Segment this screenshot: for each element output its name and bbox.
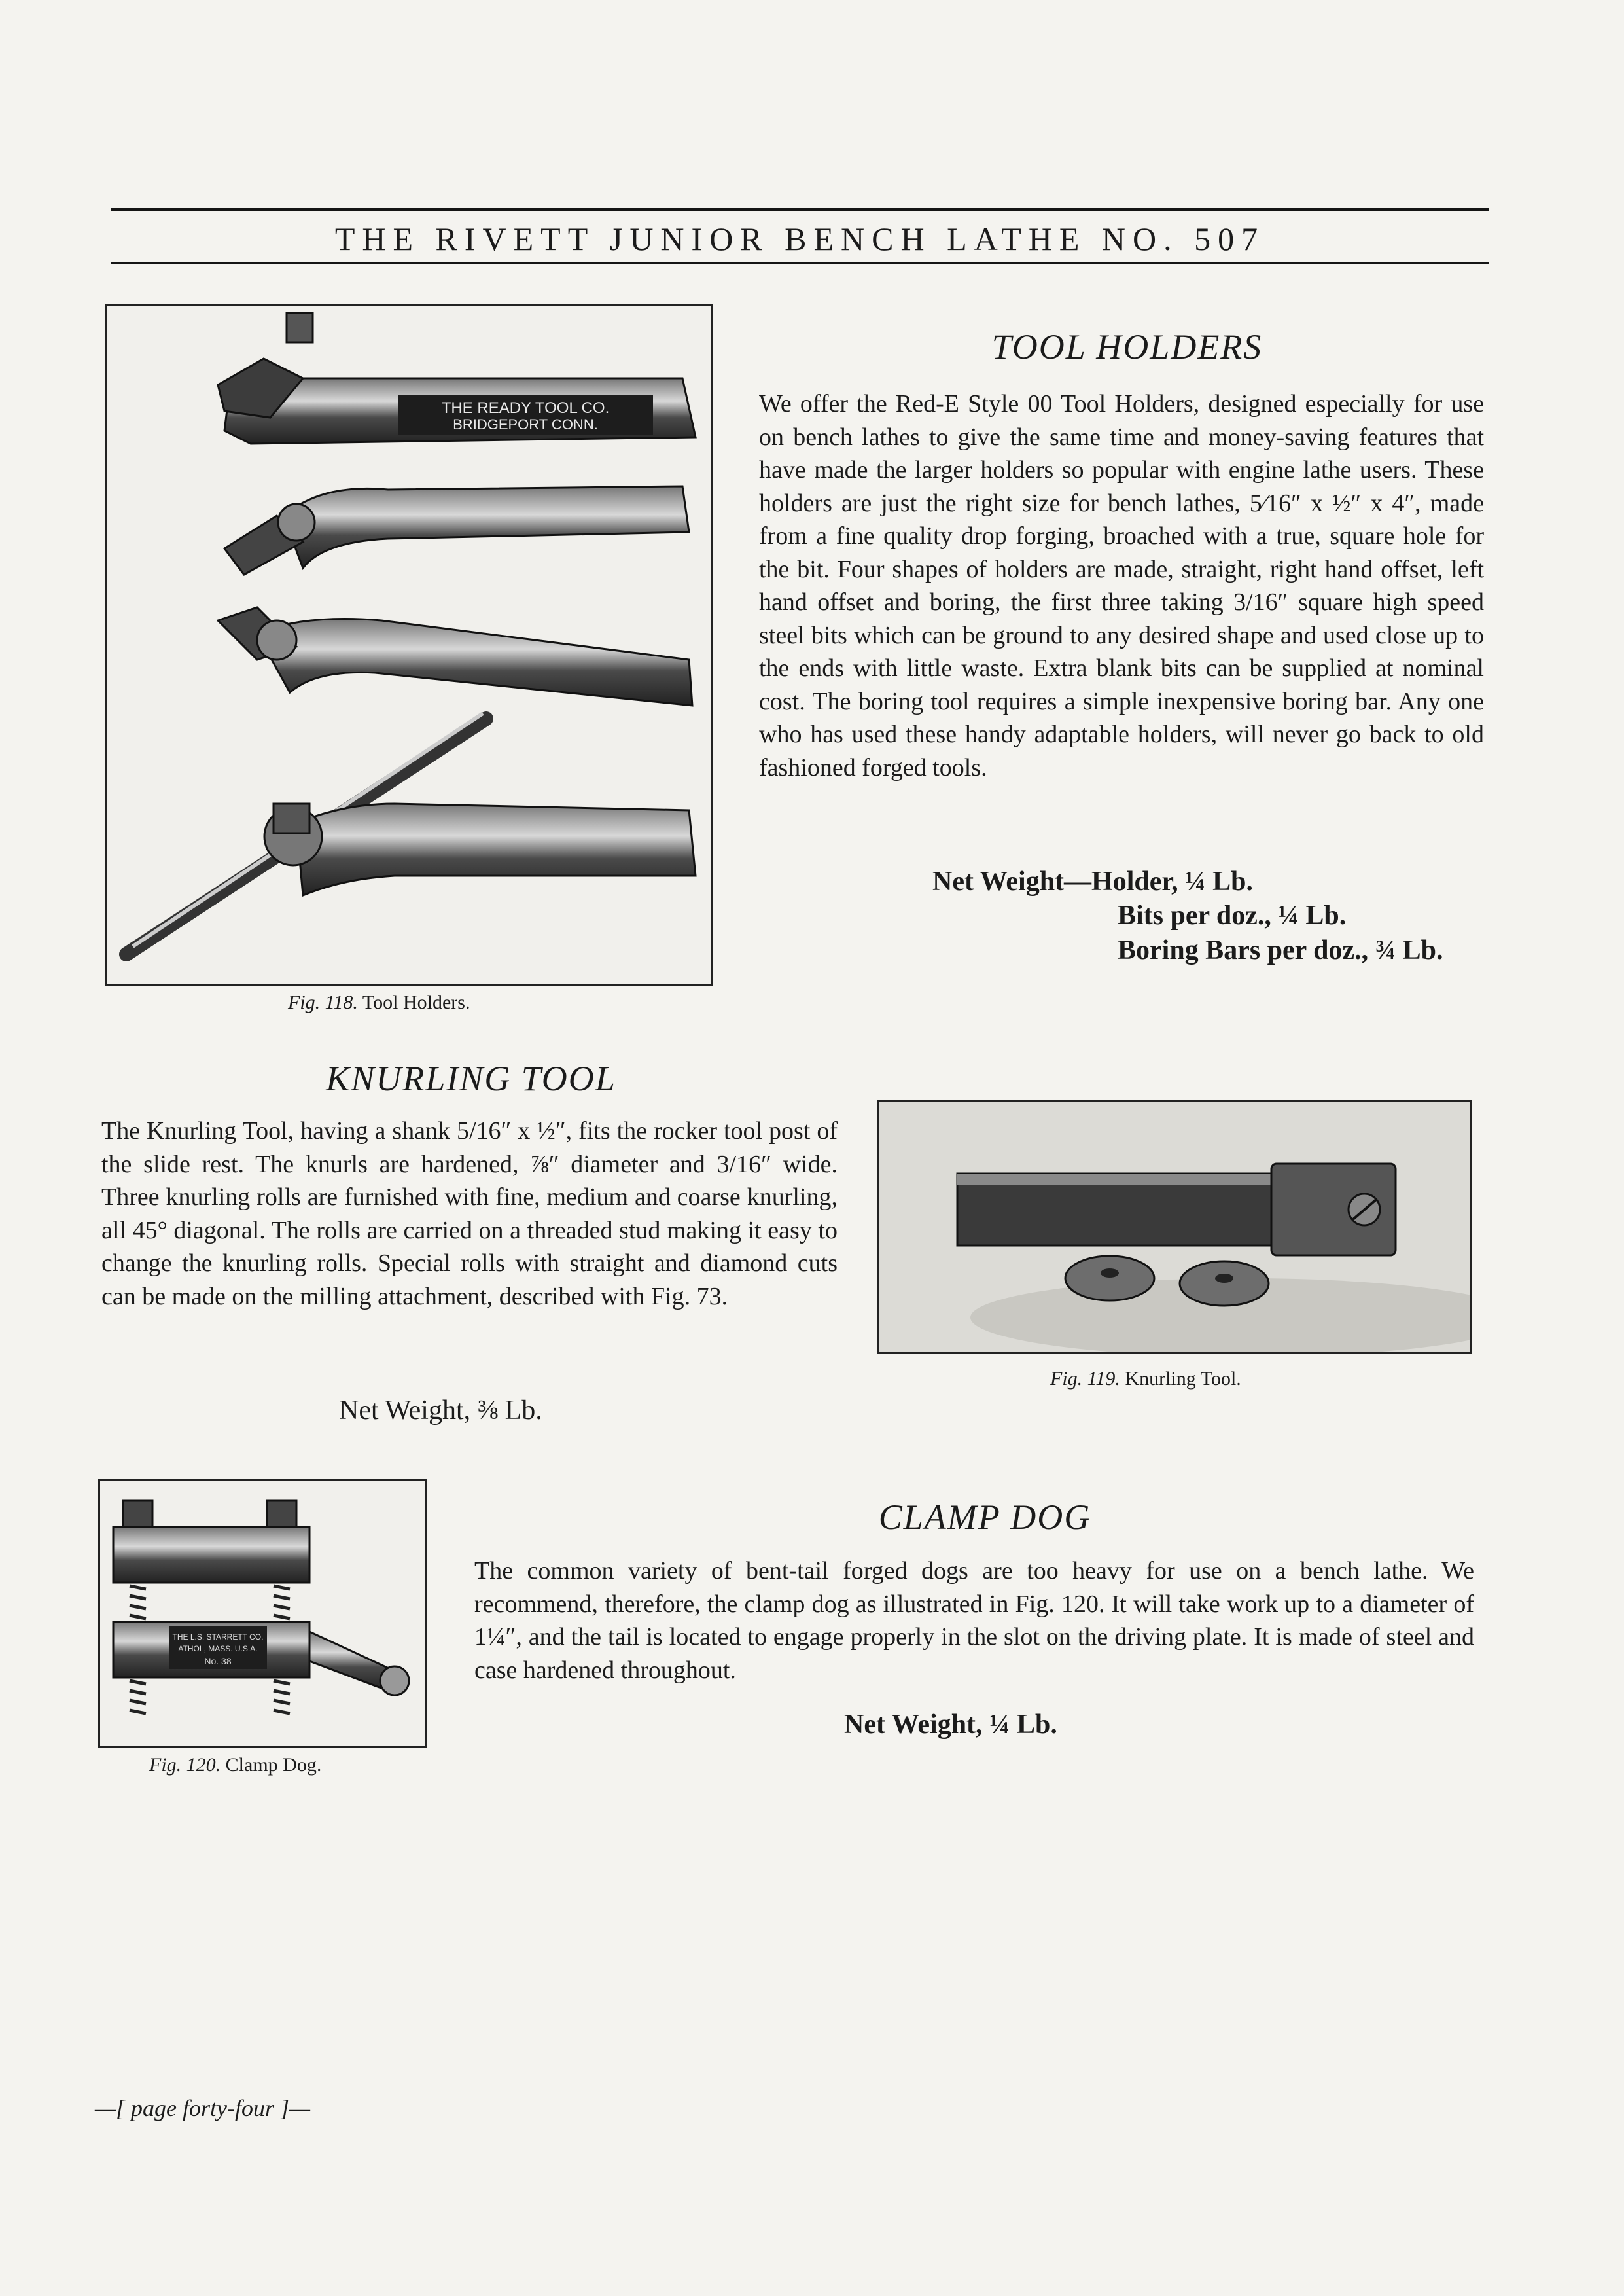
- caption-fig-120-text: Clamp Dog.: [225, 1754, 322, 1776]
- clamp-stamp-line-1: THE L.S. STARRETT CO.: [172, 1632, 264, 1641]
- clamp-stamp-line-2: ATHOL, MASS. U.S.A.: [178, 1644, 258, 1653]
- caption-fig-119-text: Knurling Tool.: [1125, 1368, 1241, 1390]
- figure-knurling-tool: [877, 1100, 1472, 1354]
- knurling-tool-body: The Knurling Tool, having a shank 5/16″ x ½″, fits the rocker tool post of the slide rest. The knurls are hardened, ⅞″ diameter and 3/16″ wide. Three knurling rolls are furnished with fine, medium and coarse knurling, all 45° diagonal. The rolls are carried on a threaded stud making it easy to change the knurling rolls. Special rolls with straight and diamond cuts can be made on the milling attachment, described with Fig. 73.: [101, 1117, 838, 1310]
- running-title: THE RIVETT JUNIOR BENCH LATHE NO. 507: [334, 221, 1265, 257]
- caption-fig-119: [1050, 1368, 1241, 1390]
- figure-clamp-dog: [98, 1479, 427, 1748]
- figure-tool-holders: [105, 304, 713, 986]
- caption-fig-118: [288, 992, 470, 1014]
- caption-fig-120: [149, 1754, 321, 1776]
- caption-fig-120-number: Fig. 120.: [149, 1754, 221, 1776]
- page-number-footer: —[ page forty-four ]—: [95, 2095, 311, 2121]
- holder-stamp-line-1: THE READY TOOL CO.: [441, 399, 610, 417]
- holder-stamp-line-2: BRIDGEPORT CONN.: [453, 416, 598, 433]
- header-rule-top: [111, 208, 1489, 211]
- clamp-dog-illustration: [100, 1481, 425, 1746]
- straight-tool-holder: [218, 313, 696, 444]
- caption-fig-118-text: Tool Holders.: [362, 992, 470, 1013]
- right-offset-tool-holder: [224, 486, 689, 575]
- clamp-stamp-line-3: No. 38: [204, 1656, 232, 1666]
- tool-holders-weight-boring-bars: Boring Bars per doz., ¾ Lb.: [1118, 935, 1443, 965]
- tool-holders-heading: TOOL HOLDERS: [991, 327, 1263, 367]
- clamp-dog-body: The common variety of bent-tail forged dogs are too heavy for use on a bench lathe. We recommend, therefore, the clamp dog as illustrated in Fig. 120. It will take work up to a diameter of 1¼″, and the tail is located to engage properly in the slot on the driving plate. It is made of steel and case hardened throughout.: [474, 1557, 1474, 1684]
- clamp-dog-weight: Net Weight, ¼ Lb.: [844, 1710, 1057, 1740]
- tool-holders-illustration: [107, 306, 711, 984]
- caption-fig-118-number: Fig. 118.: [288, 992, 358, 1013]
- tool-holders-weight-holder: Net Weight—Holder, ¼ Lb.: [932, 867, 1254, 897]
- knurling-tool-illustration: [879, 1102, 1470, 1352]
- knurling-tool-weight: Net Weight, ⅜ Lb.: [339, 1395, 542, 1426]
- tool-holders-weight-bits: Bits per doz., ¼ Lb.: [1118, 901, 1347, 931]
- left-offset-tool-holder: [218, 607, 692, 706]
- clamp-dog-heading: CLAMP DOG: [878, 1498, 1091, 1537]
- boring-tool-holder: [126, 713, 696, 954]
- knurling-tool-heading: KNURLING TOOL: [326, 1059, 616, 1098]
- tool-holders-body: We offer the Red-E Style 00 Tool Holders, designed especially for use on bench lathes to give the same time and money-saving features that have made the larger holders so popular with engine lathe users. These holders are just the right size for bench lathes, 5⁄16″ x ½″ x 4″, made from a fine quality drop forging, broached with a true, square hole for the bit. Four shapes of holders are made, straight, right hand offset, left hand offset and boring, the first three taking 3/16″ square high speed steel bits which can be ground to any desired shape and used close up to the ends with little waste. Extra blank bits can be supplied at nominal cost. The boring tool requires a simple inexpensive boring bar. Any one who has used these handy adaptable holders, will never go back to old fashioned forged tools.: [759, 390, 1484, 781]
- header-rule-bottom: [111, 262, 1489, 264]
- caption-fig-119-number: Fig. 119.: [1050, 1368, 1120, 1390]
